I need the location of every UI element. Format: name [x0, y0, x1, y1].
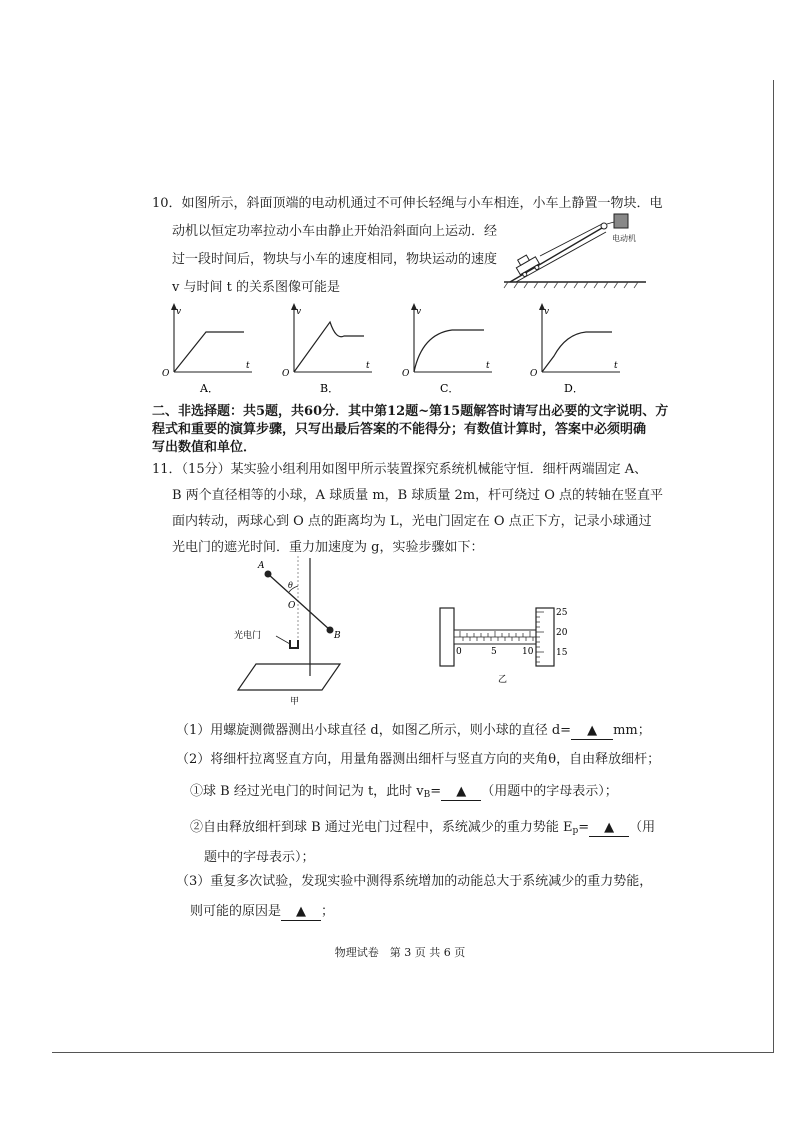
answer-mark-4: ▲ [296, 904, 307, 919]
q11-part2-2-sub: p [572, 826, 579, 836]
q11-part2-1-note: （用题中的字母表示）； [481, 784, 618, 799]
curve-b [294, 322, 364, 372]
answer-blank-1[interactable] [571, 723, 613, 740]
q11-part2-2-note: （用 [629, 820, 656, 835]
figure-jia [226, 556, 356, 706]
q11-part3-text: 则可能的原因是 [190, 904, 282, 919]
curve-a [174, 332, 244, 372]
caption-yi: 乙 [498, 675, 508, 685]
answer-mark-3: ▲ [604, 820, 615, 835]
graph-option-b [272, 300, 372, 400]
thimble-25: 25 [556, 608, 568, 618]
gate-label: 光电门 [234, 631, 262, 641]
figure-yi-micrometer [436, 604, 586, 686]
origin-b: O [282, 369, 290, 379]
axis-v-b: v [296, 307, 302, 317]
curve-d [542, 332, 612, 372]
q11-part3-end: ； [321, 904, 335, 919]
answer-blank-2[interactable] [441, 784, 481, 801]
origin-a: O [162, 369, 170, 379]
q11-part1 [176, 723, 651, 740]
axis-t-b: t [366, 361, 370, 371]
q11-part2-1-text: ①球 B 经过光电门的时间记为 t，此时 v [190, 784, 424, 799]
origin-c: O [402, 369, 410, 379]
caption-jia: 甲 [290, 697, 300, 706]
page-frame-bottom [52, 1052, 774, 1053]
q10-line-4: v 与时间 t 的关系图像可能是 [172, 280, 340, 295]
axis-t-d: t [614, 361, 618, 371]
page-frame-right [773, 80, 774, 1052]
q11-part2-1 [190, 784, 618, 803]
axis-t-c: t [486, 361, 490, 371]
label-ball-a: A [258, 561, 265, 571]
q11-part2-1-sub: B [423, 790, 431, 800]
graph-option-a [152, 300, 252, 400]
q11-line-1: 11．（15分）某实验小组利用如图甲所示装置探究系统机械能守恒．细杆两端固定 A、 [152, 462, 648, 477]
q11-line-3: 面内转动，两球心到 O 点的距离均为 L，光电门固定在 O 点正下方，记录小球通过 [172, 514, 652, 529]
q10-line-2: 动机以恒定功率拉动小车由静止开始沿斜面向上运动．经 [172, 224, 498, 239]
option-label-c: C． [440, 382, 460, 395]
q11-part1-text: （1）用螺旋测微器测出小球直径 d，如图乙所示，则小球的直径 d= [176, 723, 572, 738]
option-label-d: D． [564, 382, 584, 395]
q11-part3-line-1: （3）重复多次试验，发现实验中测得系统增加的动能总大于系统减少的重力势能， [176, 874, 653, 889]
axis-v-a: v [176, 307, 182, 317]
answer-mark-1: ▲ [587, 723, 598, 738]
option-label-a: A． [200, 382, 219, 395]
q11-part3-line-2 [190, 904, 334, 921]
thimble-15: 15 [556, 648, 568, 658]
page-footer: 物理试卷 第 3 页 共 6 页 [334, 946, 466, 959]
q11-part1-unit: mm； [613, 723, 651, 738]
label-ball-b: B [334, 631, 341, 641]
main-scale-5: 5 [491, 647, 497, 657]
curve-c [414, 330, 484, 372]
axis-v-d: v [544, 307, 550, 317]
q11-part2: （2）将细杆拉离竖直方向，用量角器测出细杆与竖直方向的夹角θ，自由释放细杆； [176, 752, 661, 767]
section2-line-1: 二、非选择题：共5题，共60分．其中第12题~第15题解答时请写出必要的文字说明、方 [152, 404, 669, 419]
q11-line-4: 光电门的遮光时间．重力加速度为 g，实验步骤如下： [172, 540, 484, 555]
q11-part2-2-eq: = [578, 820, 590, 835]
axis-t-a: t [246, 361, 250, 371]
option-label-b: B． [320, 382, 340, 395]
answer-blank-3[interactable] [589, 820, 629, 837]
q10-line-3: 过一段时间后，物块与小车的速度相同，物块运动的速度 [172, 252, 498, 267]
label-theta: θ [288, 581, 293, 590]
incline-motor-figure [500, 212, 650, 294]
motor-label: 电动机 [612, 234, 636, 243]
q11-part2-1-eq: = [430, 784, 442, 799]
thimble-20: 20 [556, 628, 568, 638]
q11-part2-2 [190, 820, 655, 839]
q10-line-1: 10．如图所示，斜面顶端的电动机通过不可伸长轻绳与小车相连，小车上静置一物块．电 [152, 196, 663, 211]
graph-option-c [392, 300, 492, 400]
label-pivot-o: O [288, 601, 296, 611]
main-scale-10: 10 [522, 647, 534, 657]
axis-v-c: v [416, 307, 422, 317]
answer-blank-4[interactable] [281, 904, 321, 921]
origin-d: O [530, 369, 538, 379]
section2-line-3: 写出数值和单位． [152, 440, 257, 455]
q11-line-2: B 两个直径相等的小球，A 球质量 m，B 球质量 2m，杆可绕过 O 点的转轴在竖直平 [172, 488, 664, 503]
q11-part2-2-text: ②自由释放细杆到球 B 通过光电门过程中，系统减少的重力势能 E [190, 820, 573, 835]
main-scale-0: 0 [456, 647, 462, 657]
section2-line-2: 程式和重要的演算步骤，只写出最后答案的不能得分；有数值计算时，答案中必须明确 [152, 422, 647, 437]
graph-option-d [520, 300, 620, 400]
answer-mark-2: ▲ [456, 784, 467, 799]
q11-part2-2-cont: 题中的字母表示）； [204, 850, 315, 865]
